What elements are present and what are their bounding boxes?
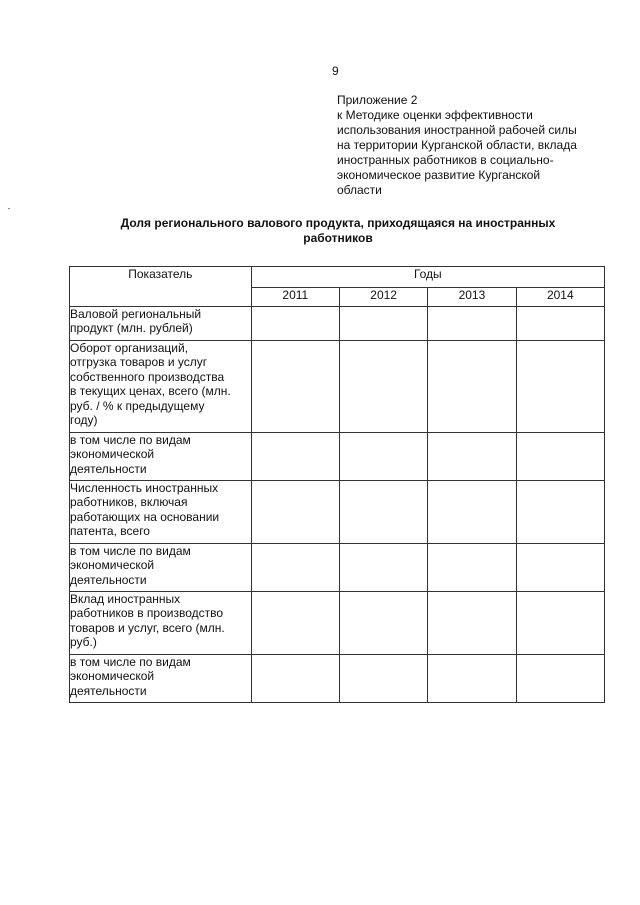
indicator-text: работников в производство [70,606,224,621]
indicator-text: Вклад иностранных [70,592,181,606]
value-cell [251,481,339,544]
indicator-text: собственного производства [70,369,225,384]
appendix-line: иностранных работников в социально- [337,153,554,167]
indicator-cell [70,655,252,703]
value-cell [339,433,427,481]
indicator-text: году) [70,413,98,428]
value-cell [251,655,339,703]
appendix-line: к Методике оценки эффективности [337,108,533,122]
table-row [70,481,605,544]
indicator-cell [70,307,252,341]
header-year-2011: 2011 [251,288,339,307]
scan-mark [8,208,10,209]
indicator-text: руб. / % к предыдущему [70,398,205,413]
indicator-text: экономической [70,669,155,684]
value-cell [251,544,339,592]
table-row [70,592,605,655]
appendix-line: экономическое развитие Курганской [337,168,541,182]
value-cell [339,655,427,703]
indicator-text: патента, всего [70,524,150,539]
page-number: 9 [332,64,339,78]
value-cell [339,307,427,341]
indicator-cell [70,592,252,655]
value-cell [516,307,604,341]
indicator-text: Валовой региональный [70,307,202,321]
data-table [69,266,605,703]
appendix-note [337,93,597,198]
indicator-text: товаров и услуг, всего (млн. [70,620,225,635]
table-header-row [70,267,605,288]
table-row [70,341,605,433]
value-cell [516,544,604,592]
value-cell [251,592,339,655]
value-cell [428,592,516,655]
value-cell [516,592,604,655]
indicator-text: в том числе по видам [70,544,191,558]
indicator-cell [70,544,252,592]
table-row [70,655,605,703]
value-cell [251,433,339,481]
value-cell [339,341,427,433]
value-cell [339,544,427,592]
indicator-cell [70,433,252,481]
value-cell [428,544,516,592]
indicator-text: экономической [70,558,155,573]
value-cell [428,307,516,341]
indicator-text: деятельности [70,572,147,587]
value-cell [516,655,604,703]
value-cell [428,341,516,433]
appendix-line: на территории Курганской области, вклада [337,138,577,152]
value-cell [428,655,516,703]
indicator-cell [70,341,252,433]
indicator-text: отгрузка товаров и услуг [70,355,208,370]
indicator-text: Оборот организаций, [70,341,189,355]
value-cell [516,481,604,544]
value-cell [339,592,427,655]
header-year-2012: 2012 [339,288,427,307]
indicator-text: Численность иностранных [70,481,219,495]
value-cell [428,433,516,481]
indicator-cell [70,481,252,544]
indicator-text: руб.) [70,635,97,650]
value-cell [251,307,339,341]
indicator-text: работающих на основании [70,509,220,524]
value-cell [516,433,604,481]
table-row [70,433,605,481]
header-years: Годы [251,267,604,288]
title-line: Доля регионального валового продукта, приходящаяся на иностранных [120,216,556,230]
value-cell [251,341,339,433]
value-cell [516,341,604,433]
indicator-text: экономической [70,447,155,462]
appendix-line: использования иностранной рабочей силы [337,123,577,137]
table-row [70,307,605,341]
indicator-text: в текущих ценах, всего (млн. [70,384,231,399]
value-cell [339,481,427,544]
header-year-2013: 2013 [428,288,516,307]
indicator-text: деятельности [70,461,147,476]
appendix-line: Приложение 2 [337,93,418,107]
page-title [70,216,606,246]
indicator-text: продукт (млн. рублей) [70,321,193,336]
indicator-text: деятельности [70,683,147,698]
table-row [70,544,605,592]
header-indicator: Показатель [70,267,252,307]
indicator-text: в том числе по видам [70,433,191,447]
indicator-text: в том числе по видам [70,655,191,669]
indicator-text: работников, включая [70,495,188,510]
value-cell [428,481,516,544]
appendix-line: области [337,183,382,197]
header-year-2014: 2014 [516,288,604,307]
title-line: работников [303,231,373,245]
